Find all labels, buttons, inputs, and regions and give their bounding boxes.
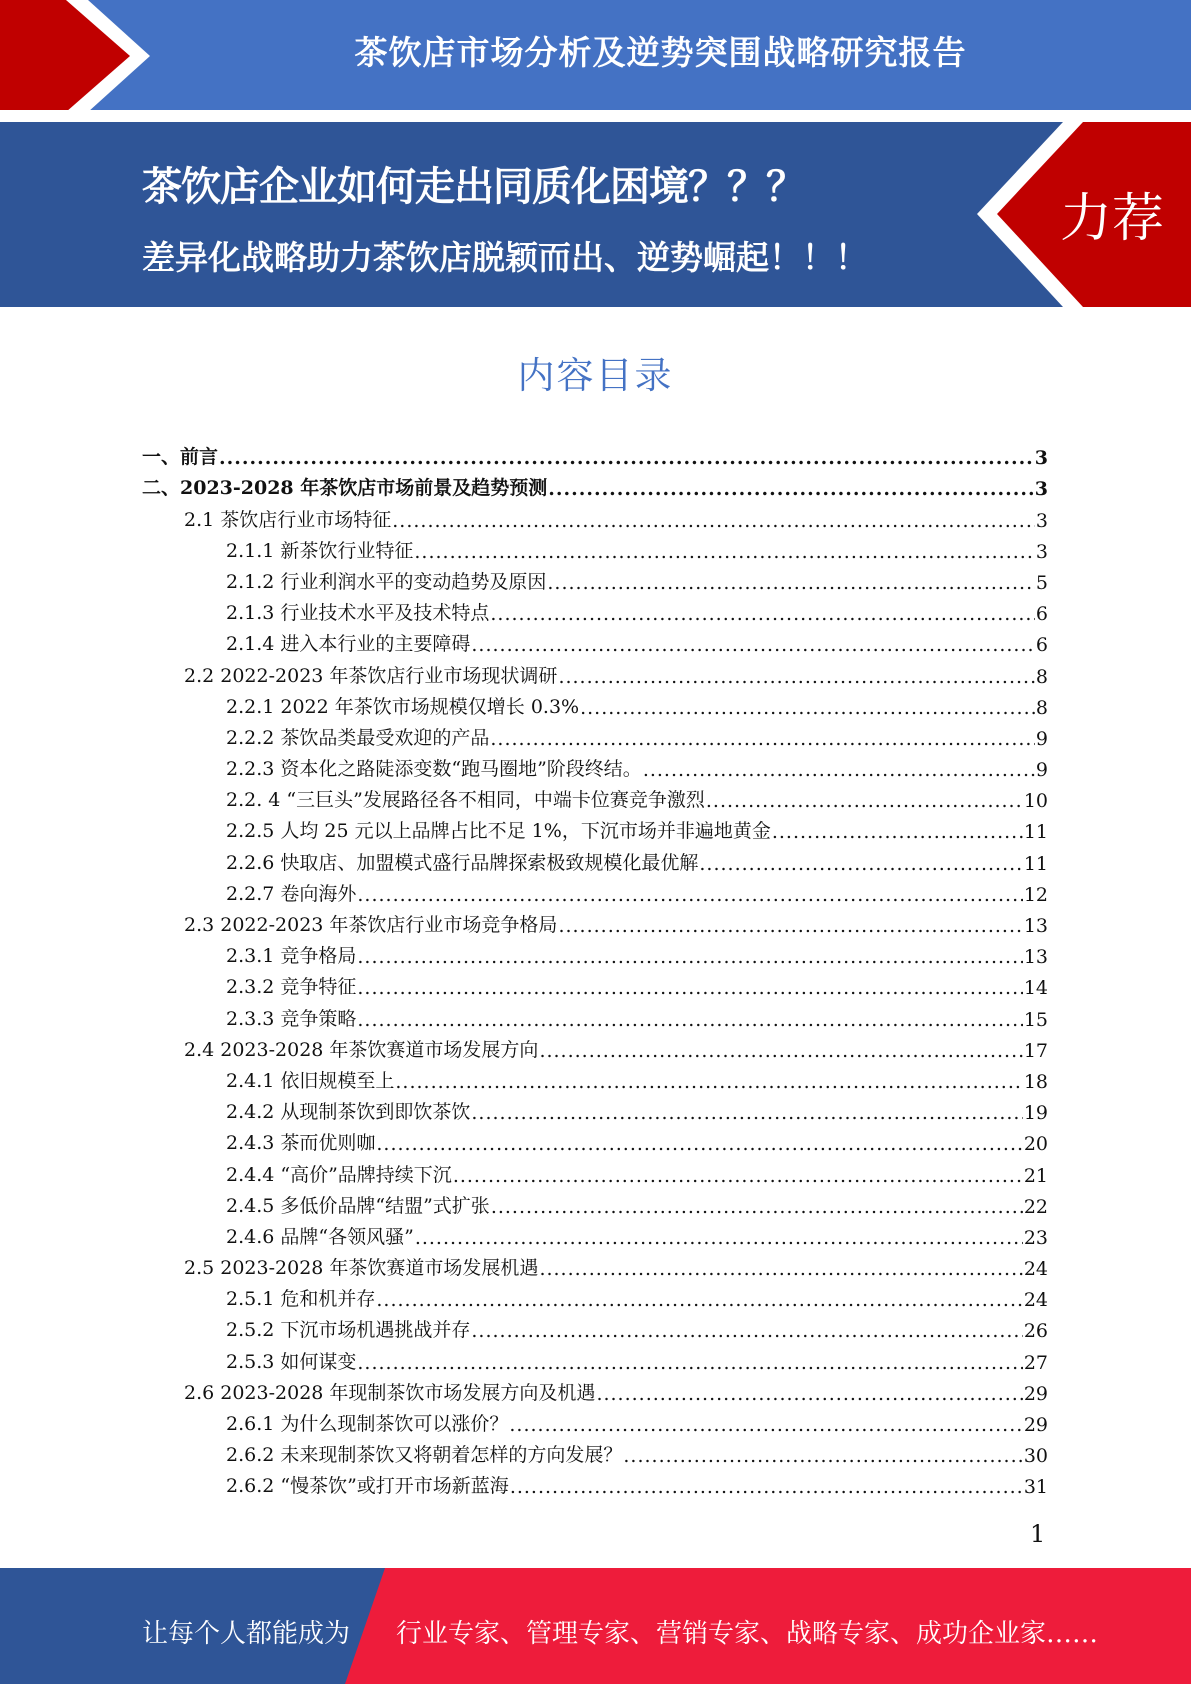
toc-entry-label: 2.2.3 资本化之路陡添变数“跑马圈地”阶段终结。 [226,758,642,781]
toc-entry[interactable] [142,500,1048,531]
toc-entry-label: 2.2. 4 “三巨头”发展路径各不相同，中端卡位赛竞争激烈 [226,789,705,812]
toc-entry-page: 29 [1023,1382,1048,1405]
report-title: 茶饮店市场分析及逆势突围战略研究报告 [354,33,967,72]
toc-leader-dots [414,541,1035,563]
toc-entry[interactable] [142,968,1048,999]
toc-leader-dots [558,915,1022,937]
toc-entry[interactable] [142,1342,1048,1373]
toc-entry-label: 2.2.1 2022 年茶饮市场规模仅增长 0.3% [226,695,580,718]
toc-leader-dots [471,1320,1022,1342]
toc-entry-page: 18 [1023,1070,1048,1093]
toc-leader-dots [395,1071,1022,1093]
toc-entry-label: 2.1.4 进入本行业的主要障碍 [226,633,471,656]
toc-entry-label: 2.6 2023-2028 年现制茶饮市场发展方向及机遇 [184,1381,596,1404]
toc-entry-label: 2.2.2 茶饮品类最受欢迎的产品 [226,726,490,749]
toc-entry-label: 2.4.6 品牌“各领风骚” [226,1225,414,1248]
toc-entry-label: 2.4.2 从现制茶饮到即饮茶饮 [226,1101,471,1124]
toc-entry-label: 2.6.2 “慢茶饮”或打开市场新蓝海 [226,1475,509,1498]
toc-entry[interactable] [142,781,1048,812]
toc-leader-dots [558,666,1034,688]
toc-entry[interactable] [142,563,1048,594]
toc-entry-page: 6 [1035,603,1048,626]
toc-entry[interactable] [142,812,1048,843]
toc-leader-dots [490,603,1035,625]
toc-leader-dots [392,510,1035,532]
toc-leader-dots [376,1289,1022,1311]
toc-entry-label: 2.4 2023-2028 年茶饮赛道市场发展方向 [184,1038,539,1061]
toc-leader-dots [548,478,1034,500]
toc-entry-page: 5 [1035,571,1048,594]
toc-leader-dots [699,853,1022,875]
toc-leader-dots [491,1196,1023,1218]
toc-entry-page: 3 [1034,447,1048,470]
toc-entry[interactable] [142,1405,1048,1436]
toc-entry-page: 20 [1023,1133,1048,1156]
toc-entry[interactable] [142,625,1048,656]
toc-entry[interactable] [142,999,1048,1030]
toc-entry[interactable] [142,937,1048,968]
toc-entry-page: 13 [1023,915,1048,937]
toc-entry-label: 2.4.1 依旧规模至上 [226,1069,395,1092]
toc-leader-dots [471,1102,1022,1124]
toc-entry-page: 30 [1023,1445,1048,1468]
toc-entry[interactable] [142,1062,1048,1093]
toc-leader-dots [643,759,1035,781]
banner-divider [0,110,1191,122]
toc-entry[interactable] [142,532,1048,563]
headline-question: 茶饮店企业如何走出同质化困境？？？ [142,164,805,210]
toc-entry-label: 2.2.5 人均 25 元以上品牌占比不足 1%，下沉市场并非遍地黄金 [226,820,771,843]
toc-entry-label: 2.2.6 快取店、加盟模式盛行品牌探索极致规模化最优解 [226,851,699,874]
toc-entry[interactable] [142,1311,1048,1342]
toc-entry-page: 3 [1035,540,1048,563]
toc-entry[interactable] [142,843,1048,874]
toc-leader-dots [490,728,1035,750]
table-of-contents [142,438,1048,1498]
toc-entry-label: 2.1.1 新茶饮行业特征 [226,539,414,562]
toc-leader-dots [623,1445,1022,1467]
toc-entry[interactable] [142,1093,1048,1124]
toc-entry-label: 2.5.2 下沉市场机遇挑战并存 [226,1319,471,1342]
toc-leader-dots [580,697,1035,719]
toc-entry-page: 13 [1023,946,1048,969]
toc-entry-label: 2.6.1 为什么现制茶饮可以涨价？ [226,1413,509,1435]
toc-entry-label: 2.2 2022-2023 年茶饮店行业市场现状调研 [184,664,558,687]
toc-entry-page: 31 [1023,1476,1048,1499]
toc-entry-page: 11 [1023,821,1048,844]
toc-entry[interactable] [142,1218,1048,1249]
toc-entry-page: 21 [1023,1164,1048,1187]
toc-entry-page: 19 [1023,1102,1048,1125]
toc-leader-dots [453,1165,1023,1187]
toc-leader-dots [357,977,1022,999]
toc-leader-dots [509,1414,1022,1436]
toc-entry[interactable] [142,1374,1048,1405]
toc-leader-dots [547,572,1035,594]
toc-entry[interactable] [142,1187,1048,1218]
toc-entry-page: 24 [1023,1289,1048,1312]
toc-entry-label: 2.1.2 行业利润水平的变动趋势及原因 [226,570,547,593]
toc-entry-page: 17 [1023,1039,1048,1062]
toc-entry[interactable] [142,750,1048,781]
toc-leader-dots [219,447,1034,469]
toc-entry[interactable] [142,1124,1048,1155]
toc-entry-page: 14 [1023,977,1048,1000]
footer-slogan-left: 让每个人都能成为 [142,1619,351,1649]
toc-entry-page: 15 [1023,1008,1048,1031]
toc-entry[interactable] [142,1031,1048,1062]
toc-title: 内容目录 [517,354,674,397]
toc-leader-dots [471,634,1035,656]
toc-entry[interactable] [142,594,1048,625]
toc-entry-label: 2.4.3 茶而优则咖 [226,1132,376,1155]
toc-entry-label: 2.5.1 危和机并存 [226,1288,376,1311]
toc-entry-page: 22 [1023,1195,1048,1218]
toc-leader-dots [596,1383,1022,1405]
toc-entry-label: 2.3 2022-2023 年茶饮店行业市场竞争格局 [184,914,558,936]
toc-entry-label: 2.1 茶饮店行业市场特征 [184,508,392,531]
toc-entry-label: 2.3.2 竞争特征 [226,976,357,999]
toc-entry-page: 3 [1034,478,1048,501]
toc-entry-page: 6 [1035,634,1048,657]
toc-entry[interactable] [142,719,1048,750]
toc-entry-page: 24 [1023,1258,1048,1281]
toc-leader-dots [357,1352,1022,1374]
toc-entry-page: 23 [1023,1226,1048,1249]
toc-entry-label: 二、2023-2028 年茶饮店市场前景及趋势预测 [142,477,548,500]
toc-entry[interactable] [142,906,1048,937]
toc-entry-page: 10 [1023,790,1048,813]
toc-entry-page: 8 [1035,696,1048,719]
toc-entry-label: 2.2.7 卷向海外 [226,882,357,905]
footer-slogan-right: 行业专家、管理专家、营销专家、战略专家、成功企业家…… [396,1619,1099,1649]
toc-leader-dots [357,884,1022,906]
toc-entry-page: 27 [1023,1351,1048,1374]
toc-entry-label: 2.3.1 竞争格局 [226,945,357,968]
toc-leader-dots [357,1009,1022,1031]
toc-leader-dots [415,1227,1023,1249]
toc-entry-page: 9 [1035,727,1048,750]
toc-entry-page: 3 [1035,509,1048,532]
toc-entry-page: 9 [1035,759,1048,782]
toc-entry-label: 2.1.3 行业技术水平及技术特点 [226,602,490,625]
headline-answer: 差异化战略助力茶饮店脱颖而出、逆势崛起！！！ [142,238,868,277]
toc-entry[interactable] [142,1436,1048,1467]
recommend-badge: 力荐 [1060,189,1165,249]
toc-entry-label: 2.3.3 竞争策略 [226,1007,357,1030]
toc-entry[interactable] [142,688,1048,719]
toc-leader-dots [376,1133,1022,1155]
toc-entry-label: 一、前言 [142,446,219,469]
toc-leader-dots [539,1040,1022,1062]
page-number: 1 [1030,1520,1046,1548]
toc-entry[interactable] [142,875,1048,906]
toc-entry-label: 2.6.2 未来现制茶饮又将朝着怎样的方向发展？ [226,1444,623,1467]
toc-entry[interactable] [142,1155,1048,1186]
toc-entry-page: 12 [1023,883,1048,906]
toc-entry[interactable] [142,1280,1048,1311]
toc-entry-label: 2.5 2023-2028 年茶饮赛道市场发展机遇 [184,1257,539,1280]
toc-entry[interactable] [142,438,1048,469]
toc-entry[interactable] [142,469,1048,500]
toc-leader-dots [706,790,1023,812]
toc-leader-dots [510,1476,1023,1498]
toc-leader-dots [357,946,1022,968]
toc-entry-page: 26 [1023,1320,1048,1343]
toc-entry-page: 8 [1035,665,1048,688]
toc-entry[interactable] [142,656,1048,687]
toc-leader-dots [539,1258,1022,1280]
toc-entry-page: 29 [1023,1414,1048,1436]
toc-entry[interactable] [142,1249,1048,1280]
toc-entry-label: 2.4.5 多低价品牌“结盟”式扩张 [226,1194,490,1217]
toc-leader-dots [772,821,1023,843]
toc-entry[interactable] [142,1467,1048,1498]
toc-entry-page: 11 [1023,852,1048,875]
toc-entry-label: 2.5.3 如何谋变 [226,1350,357,1373]
toc-entry-label: 2.4.4 “高价”品牌持续下沉 [226,1163,452,1186]
